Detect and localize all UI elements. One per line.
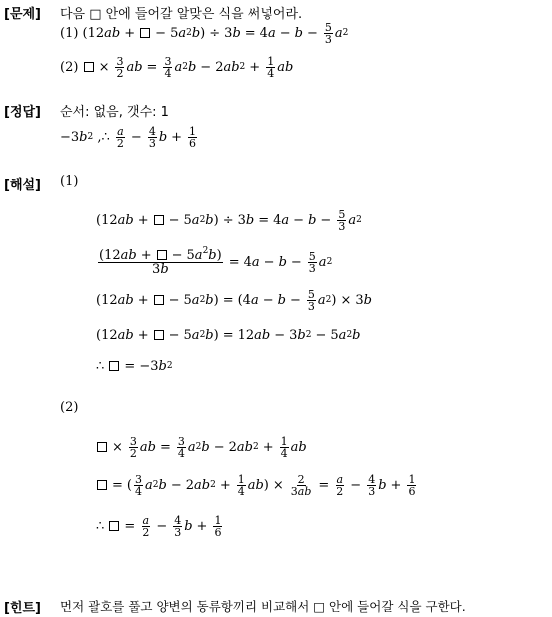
solution-2-step-1: × $\frac{3}{2}$ ab = $\frac{3}{4}$ a 2 b − 2 ab 2 + $\frac{1}{4}$ ab	[96, 430, 307, 464]
solution-2-result: ∴ = $\frac{a}{2}$ − $\frac{4}{3}$ b + $\frac{1}{6}$	[96, 513, 222, 539]
problem-text: 다음 □ 안에 들어갈 알맞은 식을 써넣어라.	[60, 7, 303, 22]
answer-expression: −3 b 2 ,∴ $\frac{a}{2}$ − $\frac{4}{3}$ b + $\frac{1}{6}$	[60, 124, 197, 150]
solution-1-step-4: (12 ab + − 5 a 2 b ) = 12 ab − 3 b 2 − 5 a 2 b	[96, 327, 361, 343]
blank-box-icon	[109, 361, 119, 371]
problem-equation-2: (2) × $\frac{3}{2}$ ab = $\frac{3}{4}$ a 2 b − 2 ab 2 + $\frac{1}{4}$ ab	[60, 54, 294, 80]
blank-box-icon	[154, 330, 164, 340]
solution-part-2: (2)	[60, 400, 79, 415]
solution-1-result: ∴ = −3 b 2	[96, 358, 173, 374]
solution-1-step-2: $\frac{(12ab + - 5a^2b)}{3b}$ = 4 a − b − $\frac{5}{3}$ a 2	[99, 245, 333, 277]
blank-box-icon	[97, 442, 107, 452]
blank-box-icon	[84, 62, 94, 72]
solution-1-step-1: (12 ab + − 5 a 2 b ) ÷ 3 b = 4 a − b − $\frac{5}{3}$ a 2	[96, 207, 362, 233]
problem-item-2-number: (2)	[60, 59, 79, 75]
hint-text: 먼저 괄호를 풀고 양변의 동류항끼리 비교해서 □ 안에 들어갈 식을 구한다.	[60, 599, 466, 614]
blank-box-icon	[154, 215, 164, 225]
solution-2-step-2: = ( $\frac{3}{4}$ a 2 b − 2 ab 2 + $\frac{1}{4}$ ab ) × $\frac{2}{3ab}$ = $\frac{a}{2}$ − $\frac{4}{3}$ b + $\frac{1}{6}$	[96, 467, 418, 503]
solution-part-1: (1)	[60, 174, 79, 189]
answer-line-1: 순서: 없음, 갯수: 1	[60, 105, 169, 120]
answer-label: [정답]	[4, 105, 41, 120]
solution-1-step-3: (12 ab + − 5 a 2 b ) = (4 a − b − $\frac{5}{3}$ a 2 ) × 3 b	[96, 287, 372, 313]
problem-equation-1: (1) (12 ab + − 5 a 2 b ) ÷ 3 b = 4 a − b − $\frac{5}{3}$ a 2	[60, 20, 349, 46]
hint-label: [힌트]	[4, 601, 41, 616]
problem-label: [문제]	[4, 7, 41, 22]
blank-box-icon	[109, 521, 119, 531]
solution-label: [해설]	[4, 178, 41, 193]
blank-box-icon	[97, 480, 107, 490]
blank-box-icon	[157, 250, 167, 260]
blank-box-icon	[154, 295, 164, 305]
blank-box-icon	[140, 28, 150, 38]
problem-item-1-number: (1)	[60, 25, 79, 41]
